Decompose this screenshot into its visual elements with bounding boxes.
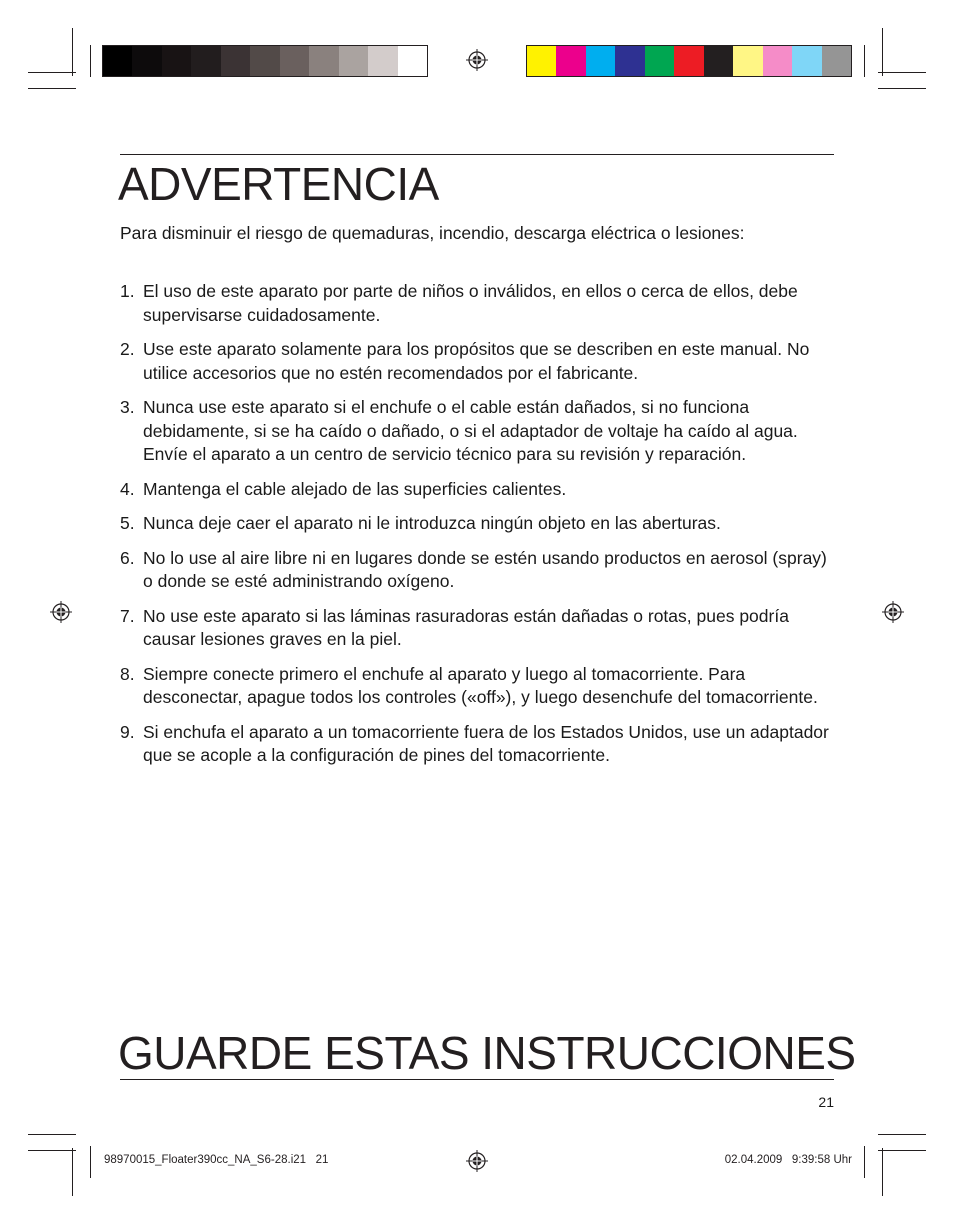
registration-mark-icon <box>466 1150 488 1172</box>
slug-date: 02.04.2009 9:39:58 Uhr <box>724 1154 852 1166</box>
list-item <box>120 396 836 467</box>
color-swatch <box>556 46 585 76</box>
list-item-text: Nunca deje caer el aparato ni le introduzca ningún objeto en las aberturas. <box>143 513 721 533</box>
crop-mark <box>878 88 926 89</box>
color-swatch <box>615 46 644 76</box>
crop-mark <box>878 1150 926 1151</box>
list-item <box>120 721 836 768</box>
crop-mark <box>90 45 91 77</box>
color-swatch <box>398 46 427 76</box>
list-item-number: 6. <box>120 547 135 568</box>
list-item-number: 1. <box>120 281 135 301</box>
process-color-bar <box>526 45 852 77</box>
list-item-text: Nunca use este aparato si el enchufe o el cable están dañados, si no funciona debidamente, si se ha caído o dañado, o si el adaptador de voltaje ha caído al agua. Envíe el aparato a un centro de servicio técnico para su revisión y reparación. <box>143 397 798 464</box>
list-item-text: Mantenga el cable alejado de las superficies calientes. <box>143 478 567 499</box>
color-swatch <box>704 46 733 76</box>
list-item-number: 2. <box>120 339 135 359</box>
color-swatch <box>162 46 191 76</box>
list-item-text: Siempre conecte primero el enchufe al aparato y luego al tomacorriente. Para desconectar, apague todos los controles («off»), y luego desenchufe del tomacorriente. <box>143 663 818 707</box>
grayscale-color-bar <box>102 45 428 77</box>
intro-paragraph: Para disminuir el riesgo de quemaduras, incendio, descarga eléctrica o lesiones: <box>120 223 745 243</box>
color-swatch <box>250 46 279 76</box>
page-title: ADVERTENCIA <box>118 158 439 210</box>
list-item-number: 4. <box>120 478 135 499</box>
crop-mark <box>878 72 926 73</box>
color-swatch <box>822 46 851 76</box>
color-swatch <box>368 46 397 76</box>
crop-mark <box>864 1146 865 1178</box>
list-item-text: Use este aparato solamente para los propósitos que se describen en este manual. No utilice accesorios que no estén recomendados por el fabricante. <box>143 339 810 383</box>
crop-mark <box>90 1146 91 1178</box>
list-item <box>120 478 836 502</box>
list-item-number: 5. <box>120 513 135 533</box>
list-item-text: Si enchufa el aparato a un tomacorriente fuera de los Estados Unidos, use un adaptador que se acople a la configuración de pines del tomacorriente. <box>143 721 829 765</box>
color-swatch <box>763 46 792 76</box>
color-swatch <box>191 46 220 76</box>
registration-mark-icon <box>466 49 488 71</box>
list-item-number: 9. <box>120 721 135 742</box>
crop-mark <box>28 88 76 89</box>
color-swatch <box>733 46 762 76</box>
list-item-number: 7. <box>120 605 135 626</box>
crop-mark <box>28 1150 76 1151</box>
list-item <box>120 605 836 652</box>
color-swatch <box>309 46 338 76</box>
list-item-text: No lo use al aire libre ni en lugares donde se estén usando productos en aerosol (spray) o donde se esté administrando oxígeno. <box>143 547 827 591</box>
color-swatch <box>586 46 615 76</box>
crop-mark <box>28 72 76 73</box>
list-item-number: 3. <box>120 397 135 417</box>
crop-mark <box>864 45 865 77</box>
crop-mark <box>72 28 73 76</box>
crop-mark <box>28 1134 76 1135</box>
list-item <box>120 512 836 536</box>
crop-mark <box>882 1148 883 1196</box>
crop-mark <box>878 1134 926 1135</box>
footer-heading: GUARDE ESTAS INSTRUCCIONES <box>118 1027 856 1079</box>
crop-mark <box>882 28 883 76</box>
registration-mark-icon <box>882 601 904 623</box>
list-item-text: El uso de este aparato por parte de niños o inválidos, en ellos o cerca de ellos, debe supervisarse cuidadosamente. <box>143 281 798 325</box>
color-swatch <box>103 46 132 76</box>
color-swatch <box>527 46 556 76</box>
list-item <box>120 338 836 385</box>
list-item <box>120 663 836 710</box>
slug-file-info: 98970015_Floater390cc_NA_S6-28.i21 21 <box>104 1154 329 1166</box>
page-number: 21 <box>818 1094 834 1110</box>
color-swatch <box>280 46 309 76</box>
color-swatch <box>645 46 674 76</box>
color-swatch <box>132 46 161 76</box>
list-item <box>120 280 836 327</box>
bottom-rule <box>120 1079 834 1080</box>
crop-mark <box>72 1148 73 1196</box>
color-swatch <box>792 46 821 76</box>
color-swatch <box>674 46 703 76</box>
top-rule <box>120 154 834 155</box>
color-swatch <box>339 46 368 76</box>
registration-mark-icon <box>50 601 72 623</box>
list-item-number: 8. <box>120 663 135 684</box>
warning-list <box>120 280 836 779</box>
color-swatch <box>221 46 250 76</box>
list-item <box>120 547 836 594</box>
list-item-text: No use este aparato si las láminas rasuradoras están dañadas o rotas, pues podría causar lesiones graves en la piel. <box>143 605 789 649</box>
